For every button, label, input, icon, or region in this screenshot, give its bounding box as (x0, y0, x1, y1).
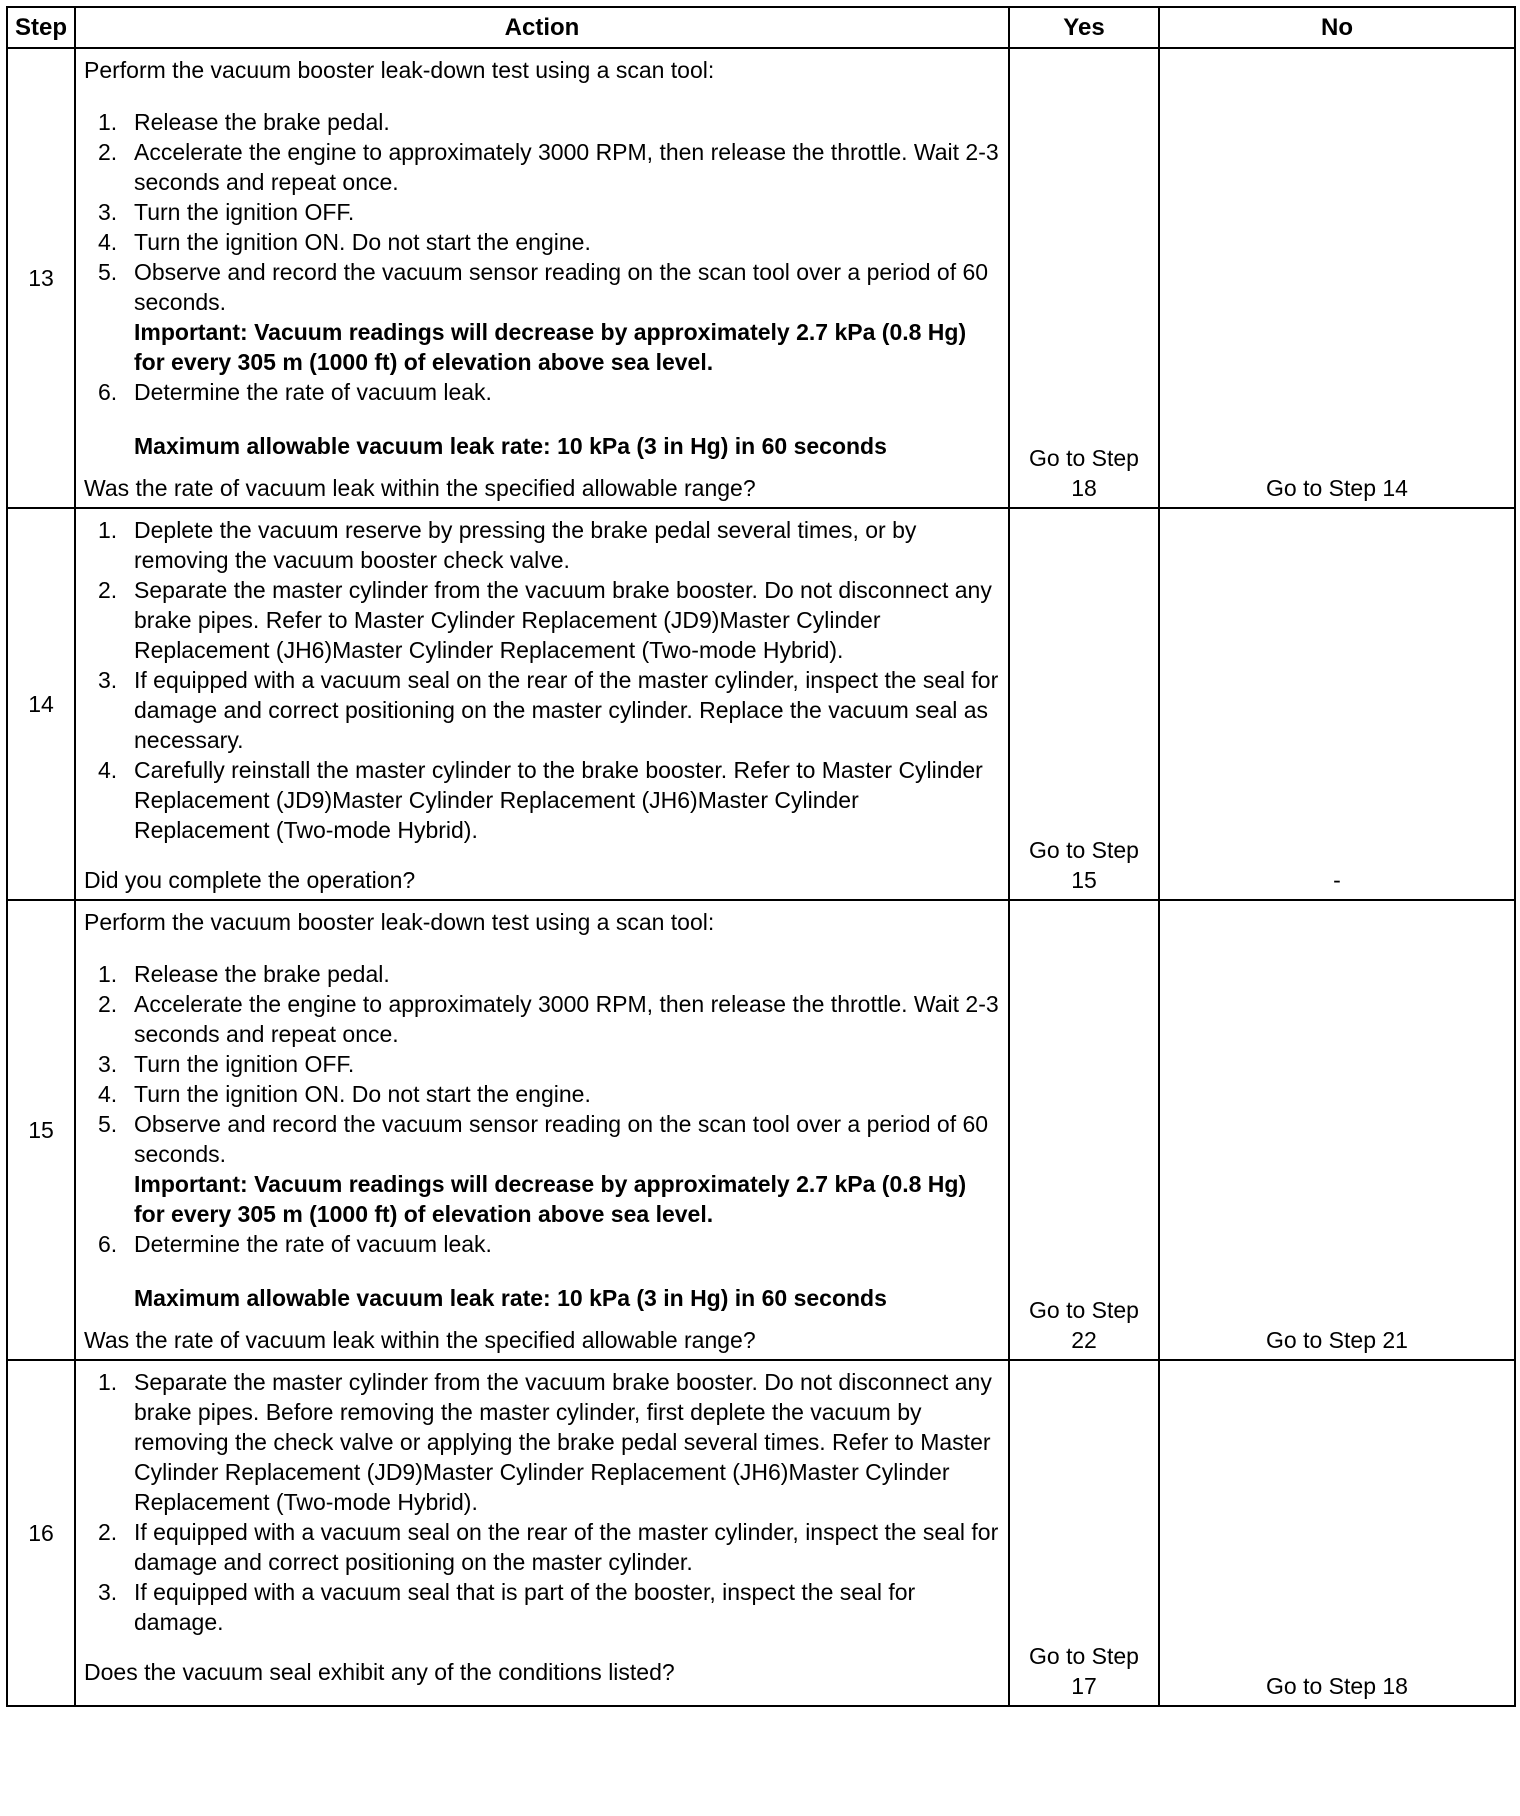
list-item: 1. Release the brake pedal. (98, 961, 390, 987)
yes-action: Go to Step 22 (1009, 900, 1159, 1360)
header-action: Action (75, 7, 1009, 48)
header-yes: Yes (1009, 7, 1159, 48)
list-item: 2. Accelerate the engine to approximately 3000 RPM, then release the throttle. Wait 2-3 seconds and repeat once. (98, 991, 999, 1047)
table-row-step-16 (7, 1360, 1515, 1706)
action-list (84, 107, 1000, 407)
list-item: 6. Determine the rate of vacuum leak. (98, 1231, 492, 1257)
action-cell (75, 508, 1009, 900)
step-question: Does the vacuum seal exhibit any of the conditions listed? (84, 1659, 675, 1685)
list-item: 4. Turn the ignition ON. Do not start the engine. (98, 229, 591, 255)
no-action: Go to Step 21 (1159, 900, 1515, 1360)
no-action: - (1159, 508, 1515, 900)
step-number: 15 (7, 900, 75, 1360)
action-cell (75, 1360, 1009, 1706)
list-item: 2. Accelerate the engine to approximately 3000 RPM, then release the throttle. Wait 2-3 seconds and repeat once. (98, 139, 999, 195)
important-note: Important: Vacuum readings will decrease by approximately 2.7 kPa (0.8 Hg) for every 305 m (1000 ft) of elevation above sea level. (134, 319, 967, 375)
list-item: 6. Determine the rate of vacuum leak. (98, 379, 492, 405)
list-item: 4. Turn the ignition ON. Do not start the engine. (98, 1081, 591, 1107)
diagnostic-steps-table (6, 6, 1516, 1707)
list-item: 3. Turn the ignition OFF. (98, 199, 355, 225)
yes-action: Go to Step 18 (1009, 48, 1159, 508)
step-question: Was the rate of vacuum leak within the specified allowable range? (84, 1327, 756, 1353)
list-item: 3. Turn the ignition OFF. (98, 1051, 355, 1077)
no-action: Go to Step 14 (1159, 48, 1515, 508)
yes-action: Go to Step 17 (1009, 1360, 1159, 1706)
action-intro: Perform the vacuum booster leak-down test using a scan tool: (84, 909, 715, 935)
step-question: Did you complete the operation? (84, 867, 416, 893)
list-item: 1. Release the brake pedal. (98, 109, 390, 135)
list-item: 2. If equipped with a vacuum seal on the rear of the master cylinder, inspect the seal for damage and correct positioning on the master cylinder. (98, 1519, 999, 1575)
step-number: 16 (7, 1360, 75, 1706)
step-number: 14 (7, 508, 75, 900)
action-intro: Perform the vacuum booster leak-down test using a scan tool: (84, 57, 715, 83)
list-item: 5. Observe and record the vacuum sensor reading on the scan tool over a period of 60 seconds. Important: Vacuum readings will decrease by approximately 2.7 kPa (0.8 Hg) for every 305 m (1000 ft) of elevation above sea level. (84, 257, 1000, 377)
action-list (84, 1367, 1000, 1637)
yes-action: Go to Step 15 (1009, 508, 1159, 900)
list-item: 5. Observe and record the vacuum sensor reading on the scan tool over a period of 60 seconds. Important: Vacuum readings will decrease by approximately 2.7 kPa (0.8 Hg) for every 305 m (1000 ft) of elevation above sea level. (84, 1109, 1000, 1229)
action-list (84, 959, 1000, 1259)
specification: Maximum allowable vacuum leak rate: 10 kPa (3 in Hg) in 60 seconds (134, 1285, 887, 1311)
list-item: 4. Carefully reinstall the master cylinder to the brake booster. Refer to Master Cylinder Replacement (JD9)Master Cylinder Replacement (JH6)Master Cylinder Replacement (Two-mode Hybrid). (98, 757, 983, 843)
table-row-step-13 (7, 48, 1515, 508)
no-action: Go to Step 18 (1159, 1360, 1515, 1706)
important-note: Important: Vacuum readings will decrease by approximately 2.7 kPa (0.8 Hg) for every 305 m (1000 ft) of elevation above sea level. (134, 1171, 967, 1227)
action-cell (75, 48, 1009, 508)
action-cell (75, 900, 1009, 1360)
header-row (7, 7, 1515, 48)
table-row-step-14 (7, 508, 1515, 900)
list-item: 1. Deplete the vacuum reserve by pressing the brake pedal several times, or by removing the vacuum booster check valve. (98, 517, 917, 573)
list-item: 2. Separate the master cylinder from the vacuum brake booster. Do not disconnect any brake pipes. Refer to Master Cylinder Replacement (JD9)Master Cylinder Replacement (JH6)Master Cylinder Replacement (Two-mode Hybrid). (98, 577, 992, 663)
specification: Maximum allowable vacuum leak rate: 10 kPa (3 in Hg) in 60 seconds (134, 433, 887, 459)
list-item: 1. Separate the master cylinder from the vacuum brake booster. Do not disconnect any brake pipes. Before removing the master cylinder, first deplete the vacuum by removing the check valve or applying the brake pedal several times. Refer to Master Cylinder Replacement (JD9)Master Cylinder Replacement (JH6)Master Cylinder Replacement (Two-mode Hybrid). (98, 1369, 992, 1515)
step-number: 13 (7, 48, 75, 508)
action-list (84, 515, 1000, 845)
header-step: Step (7, 7, 75, 48)
list-item: 3. If equipped with a vacuum seal that is part of the booster, inspect the seal for damage. (98, 1579, 916, 1635)
list-item: 3. If equipped with a vacuum seal on the rear of the master cylinder, inspect the seal for damage and correct positioning on the master cylinder. Replace the vacuum seal as necessary. (98, 667, 999, 753)
table-row-step-15 (7, 900, 1515, 1360)
header-no: No (1159, 7, 1515, 48)
step-question: Was the rate of vacuum leak within the specified allowable range? (84, 475, 756, 501)
